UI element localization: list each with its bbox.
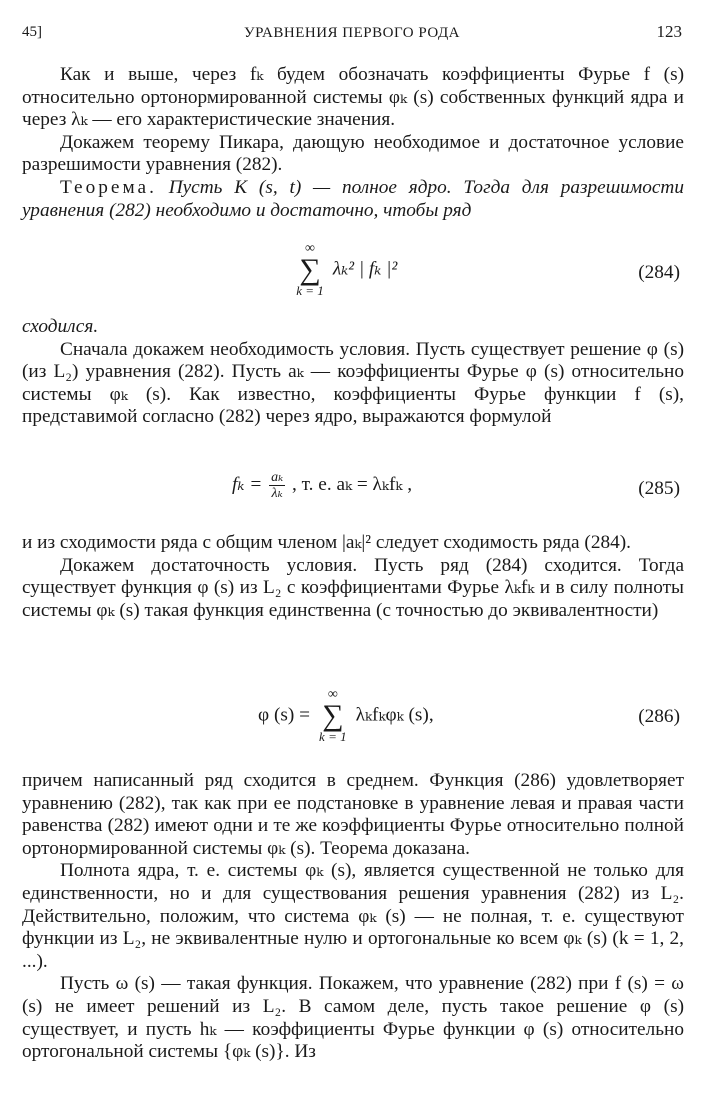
paragraph-7: Полнота ядра, т. е. системы φₖ (s), является существенной не только для единственности, но и для существования решения уравнения (282) из L₂. Действительно, положим, что система φₖ (s) — не полная, т. е. существуют функции из L₂, не эквивалентные нулю и ортогональные ко всем φₖ (s) (k = 1, 2, ...).	[22, 860, 684, 972]
paragraph-5: Докажем достаточность условия. Пусть ряд (284) сходится. Тогда существует функция φ (s) из L₂ с коэффициентами Фурье λₖfₖ и в силу полноты системы φₖ (s) такая функция единственна (с точностью до эквивалентности)	[22, 554, 684, 621]
paragraph-8: Пусть ω (s) — такая функция. Покажем, что уравнение (282) при f (s) = ω (s) не имеет решений из L₂. В самом деле, пусть такое решение φ (s) существует, и пусть hₖ — коэффициенты Фурье функции φ (s) относительно ортогональной системы {φₖ (s)}. Из	[22, 973, 684, 1063]
page-header	[22, 22, 682, 46]
equation-284	[22, 242, 684, 306]
equation-286	[22, 688, 684, 752]
paragraph-1: Как и выше, через fₖ будем обозначать коэффициенты Фурье f (s) относительно ортонормированной системы φₖ (s) собственных функций ядра и через λₖ — его характеристические значения.	[22, 64, 684, 131]
equation-number: (286)	[638, 706, 680, 727]
text-block-3	[22, 532, 684, 622]
text-block-1	[22, 64, 684, 222]
theorem-conclusion: сходился.	[22, 316, 99, 337]
equation-term: λₖfₖφₖ (s),	[355, 704, 434, 726]
summation-sign: ∞ ∑ k = 1	[296, 241, 324, 298]
running-title: УРАВНЕНИЯ ПЕРВОГО РОДА	[243, 25, 461, 41]
equation-rest: , т. е. aₖ = λₖfₖ ,	[292, 473, 413, 495]
theorem-text: Пусть K (s, t) — полное ядро. Тогда для разрешимости уравнения (282) необходимо и достаточно, чтобы ряд	[22, 176, 684, 221]
paragraph-3: Сначала докажем необходимость условия. Пусть существует решение φ (s) (из L₂) уравнения (282). Пусть aₖ — коэффициенты Фурье φ (s) относительно системы φₖ (s). Как известно, коэффициенты Фурье функции f (s), представимой согласно (282) через ядро, выражаются формулой	[22, 338, 684, 428]
summation-sign: ∞ ∑ k = 1	[319, 687, 347, 744]
equation-number: (285)	[638, 478, 680, 499]
equation-285	[22, 470, 684, 516]
page-number: 123	[656, 22, 682, 41]
equation-number: (284)	[638, 262, 680, 283]
text-block-2	[22, 316, 684, 429]
theorem-label: Теорема.	[60, 176, 157, 198]
paragraph-2: Докажем теорему Пикара, дающую необходимое и достаточное условие разрешимости уравнения (282).	[22, 131, 684, 176]
theorem-paragraph	[22, 177, 684, 222]
equation-lhs: fₖ =	[232, 473, 263, 495]
text-block-4	[22, 770, 684, 1064]
equation-lhs: φ (s) =	[258, 704, 310, 726]
section-number: 45]	[22, 24, 42, 40]
paragraph-6: причем написанный ряд сходится в среднем. Функция (286) удовлетворяет уравнению (282), так как при ее подстановке в уравнение левая и правая части равенства (282) имеют одни и те же коэффициенты Фурье относительно полной ортонормированной системы φₖ (s). Теорема доказана.	[22, 770, 684, 859]
equation-term: λₖ² | fₖ |²	[332, 258, 398, 280]
paragraph-4: и из сходимости ряда с общим членом |aₖ|² следует сходимость ряда (284).	[22, 532, 631, 553]
fraction: $\frac{\text{aₖ}}{\text{λₖ}}$	[271, 470, 284, 501]
